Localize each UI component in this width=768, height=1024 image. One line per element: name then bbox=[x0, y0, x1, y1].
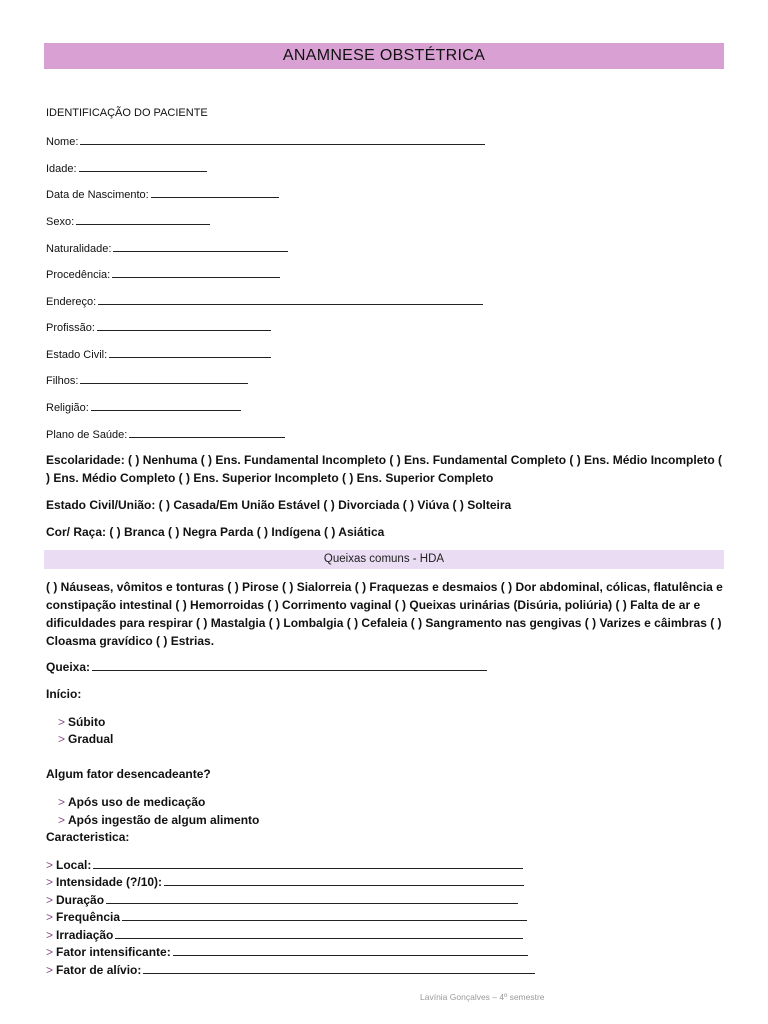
hda-heading: Queixas comuns - HDA bbox=[44, 550, 724, 569]
field-label: Nome: bbox=[46, 136, 79, 148]
fator-heading: Algum fator desencadeante? bbox=[46, 767, 211, 781]
blank-line[interactable] bbox=[93, 858, 523, 869]
option-subito[interactable]: > Súbito bbox=[58, 715, 106, 729]
blank-line[interactable] bbox=[91, 400, 241, 411]
identification-heading: IDENTIFICAÇÃO DO PACIENTE bbox=[46, 107, 208, 119]
chevron-right-icon: > bbox=[58, 732, 66, 746]
cor-raca-options[interactable]: Cor/ Raça: ( ) Branca ( ) Negra Parda ( ) Indígena ( ) Asiática bbox=[46, 525, 385, 539]
estado-civil-uniao-options[interactable]: Estado Civil/União: ( ) Casada/Em União Estável ( ) Divorciada ( ) Viúva ( ) Solteira bbox=[46, 498, 512, 512]
field-label: Profissão: bbox=[46, 322, 95, 334]
char-intensidade: > Intensidade (?/10): bbox=[46, 875, 524, 889]
blank-line[interactable] bbox=[122, 910, 527, 921]
field-label: Plano de Saúde: bbox=[46, 429, 128, 441]
field-label: Estado Civil: bbox=[46, 349, 108, 361]
blank-line[interactable] bbox=[143, 963, 535, 974]
caracteristica-heading: Caracteristica: bbox=[46, 830, 130, 844]
chevron-right-icon: > bbox=[46, 910, 54, 924]
option-apos-alimento[interactable]: > Após ingestão de algum alimento bbox=[58, 813, 260, 827]
blank-line[interactable] bbox=[80, 134, 485, 145]
field-label: Filhos: bbox=[46, 375, 79, 387]
chevron-right-icon: > bbox=[46, 875, 54, 889]
chevron-right-icon: > bbox=[46, 893, 54, 907]
blank-line[interactable] bbox=[129, 427, 285, 438]
field-label: Sexo: bbox=[46, 216, 75, 228]
blank-line[interactable] bbox=[92, 660, 487, 671]
option-apos-medicacao[interactable]: > Após uso de medicação bbox=[58, 795, 206, 809]
field-nome bbox=[46, 134, 485, 148]
char-duracao: > Duração bbox=[46, 893, 518, 907]
char-fator-intensificante: > Fator intensificante: bbox=[46, 945, 528, 959]
chevron-right-icon: > bbox=[46, 858, 54, 872]
chevron-right-icon: > bbox=[46, 945, 54, 959]
field-queixa bbox=[46, 660, 487, 674]
chevron-right-icon: > bbox=[58, 715, 66, 729]
option-gradual[interactable]: > Gradual bbox=[58, 732, 114, 746]
field-profissao bbox=[46, 320, 271, 334]
field-plano-saude bbox=[46, 427, 285, 441]
inicio-heading: Início: bbox=[46, 687, 82, 701]
field-filhos bbox=[46, 373, 248, 387]
field-label: Procedência: bbox=[46, 269, 111, 281]
field-label: Naturalidade: bbox=[46, 243, 112, 255]
field-label: Endereço: bbox=[46, 296, 97, 308]
document-title: ANAMNESE OBSTÉTRICA bbox=[44, 43, 724, 69]
chevron-right-icon: > bbox=[58, 795, 66, 809]
field-religiao bbox=[46, 400, 241, 414]
chevron-right-icon: > bbox=[46, 928, 54, 942]
char-frequencia: > Frequência bbox=[46, 910, 527, 924]
field-idade bbox=[46, 161, 207, 175]
chevron-right-icon: > bbox=[58, 813, 66, 827]
field-sexo bbox=[46, 214, 210, 228]
blank-line[interactable] bbox=[97, 320, 271, 331]
escolaridade-options[interactable]: Escolaridade: ( ) Nenhuma ( ) Ens. Fundamental Incompleto ( ) Ens. Fundamental Completo ( ) Ens. Médio Incompleto ( ) Ens. Médio Completo ( ) Ens. Superior Incompleto ( ) Ens. Superior Completo bbox=[46, 453, 723, 485]
field-label: Data de Nascimento: bbox=[46, 189, 149, 201]
blank-line[interactable] bbox=[113, 241, 288, 252]
blank-line[interactable] bbox=[80, 373, 248, 384]
field-label: Religião: bbox=[46, 402, 89, 414]
field-endereco bbox=[46, 294, 483, 308]
complaints-checklist[interactable]: ( ) Náuseas, vômitos e tonturas ( ) Pirose ( ) Sialorreia ( ) Fraquezas e desmaios ( ) Dor abdominal, cólicas, flatulência e constipação intestinal ( ) Hemorroidas ( ) Corrimento vaginal ( ) Queixas urinárias (Disúria, poliúria) ( ) Falta de ar e dificuldades para respirar ( ) Mastalgia ( ) Lombalgia ( ) Cefaleia ( ) Sangramento nas gengivas ( ) Varizes e câimbras ( ) Cloasma gravídico ( ) Estrias. bbox=[46, 580, 723, 648]
field-label: Idade: bbox=[46, 163, 77, 175]
blank-line[interactable] bbox=[115, 928, 523, 939]
blank-line[interactable] bbox=[79, 161, 207, 172]
char-irradiacao: > Irradiação bbox=[46, 928, 523, 942]
field-estado-civil bbox=[46, 347, 271, 361]
blank-line[interactable] bbox=[164, 875, 524, 886]
chevron-right-icon: > bbox=[46, 963, 54, 977]
blank-line[interactable] bbox=[109, 347, 271, 358]
blank-line[interactable] bbox=[98, 294, 483, 305]
field-nascimento bbox=[46, 187, 279, 201]
field-label: Queixa: bbox=[46, 660, 91, 674]
blank-line[interactable] bbox=[106, 893, 518, 904]
blank-line[interactable] bbox=[76, 214, 210, 225]
blank-line[interactable] bbox=[112, 267, 280, 278]
char-local: > Local: bbox=[46, 858, 523, 872]
blank-line[interactable] bbox=[173, 945, 528, 956]
page-footer: Lavínia Gonçalves – 4º semestre bbox=[420, 992, 545, 1002]
char-fator-alivio: > Fator de alívio: bbox=[46, 963, 535, 977]
blank-line[interactable] bbox=[151, 187, 279, 198]
field-naturalidade bbox=[46, 241, 288, 255]
field-procedencia bbox=[46, 267, 280, 281]
